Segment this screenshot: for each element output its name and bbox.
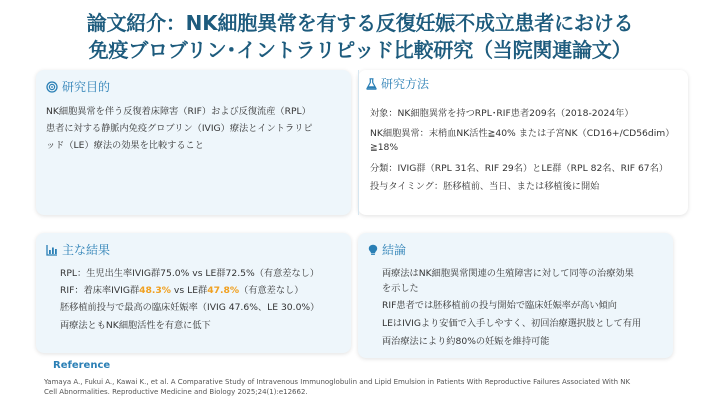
methods-line-2: NK細胞異常：末梢血NK活性≧40% または子宮NK（CD16+/CD56dim）	[370, 128, 675, 139]
methods-heading	[366, 75, 429, 92]
conclusion-heading	[368, 241, 406, 258]
results-line-2-mid: vs LE群	[171, 285, 208, 296]
flask-icon	[366, 78, 377, 90]
title-line-1: 論文紹介：NK細胞異常を有する反復妊娠不成立患者における	[86, 11, 634, 35]
reference-line-2: Cell Abnormalities. Reproductive Medicine and Biology 2025;24(1):e12662.	[44, 388, 308, 396]
results-line-4: 両療法ともNK細胞活性を有意に低下	[60, 320, 211, 331]
purpose-card	[36, 70, 351, 215]
methods-card	[358, 70, 688, 215]
purpose-heading	[46, 78, 110, 95]
conclusion-line-4: LEはIVIGより安価で入手しやすく、初回治療選択肢として有用	[382, 318, 642, 329]
conclusion-line-1: 両療法はNK細胞異常関連の生殖障害に対して同等の治療効果	[382, 268, 634, 279]
results-line-2	[60, 282, 303, 296]
results-line-2-prefix: RIF：着床率IVIG群	[60, 285, 140, 296]
methods-line-3: ≧18%	[370, 142, 399, 153]
methods-divider	[358, 70, 359, 215]
purpose-line-1: NK細胞異常を伴う反復着床障害（RIF）および反復流産（RPL）	[46, 106, 311, 117]
purpose-heading-label: 研究目的	[62, 80, 111, 94]
target-icon	[46, 81, 58, 93]
results-line-1: RPL：生児出生率IVIG群75.0% vs LE群72.5%（有意差なし）	[60, 268, 320, 279]
le-implant-rate: 47.8%	[207, 285, 240, 296]
page-title	[0, 10, 720, 64]
conclusion-line-3: RIF患者では胚移植前の投与開始で臨床妊娠率が高い傾向	[382, 300, 617, 311]
methods-line-4: 分類：IVIG群（RPL 31名、RIF 29名）とLE群（RPL 82名、RIF 67名）	[370, 163, 669, 174]
title-line-2: 免疫ブロブリン･イントラリピッド比較研究（当院関連論文）	[88, 38, 632, 62]
methods-heading-label: 研究方法	[381, 77, 430, 91]
methods-line-5: 投与タイミング：胚移植前、当日、または移植後に開始	[370, 181, 600, 192]
reference-citation	[44, 377, 684, 397]
results-line-3: 胚移植前投与で最高の臨床妊娠率（IVIG 47.6%、LE 30.0%）	[60, 302, 320, 313]
purpose-line-2: 患者に対する静脈内免疫グロブリン（IVIG）療法とイントラリピ	[46, 123, 313, 134]
ivig-implant-rate: 48.3%	[139, 285, 172, 296]
reference-heading: Reference	[53, 360, 111, 371]
reference-line-1: Yamaya A., Fukui A., Kawai K., et al. A Comparative Study of Intravenous Immunoglobulin and Lipid Emulsion in Patients With Reproductive Failures Associated With NK	[44, 378, 631, 386]
conclusion-card	[358, 233, 673, 358]
conclusion-line-2: を示した	[382, 283, 419, 294]
purpose-line-3: ッド（LE）療法の効果を比較すること	[46, 140, 204, 151]
results-heading	[46, 241, 110, 258]
lightbulb-icon	[368, 244, 378, 256]
results-line-2-suffix: （有意差なし）	[239, 285, 304, 296]
methods-line-1: 対象：NK細胞異常を持つRPL･RIF患者209名（2018-2024年）	[370, 108, 634, 119]
conclusion-heading-label: 結論	[382, 243, 407, 257]
results-card	[36, 233, 351, 353]
results-heading-label: 主な結果	[62, 243, 111, 257]
conclusion-line-5: 両治療法により約80%の妊娠を維持可能	[382, 336, 550, 347]
chart-icon	[46, 244, 58, 256]
